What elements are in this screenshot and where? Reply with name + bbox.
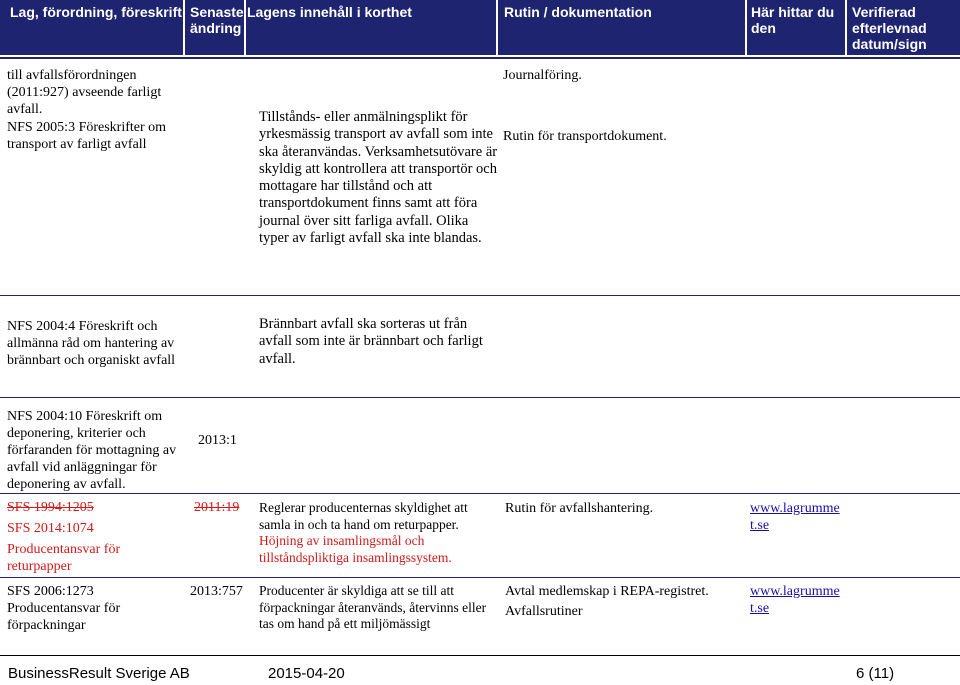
row5-content: Producenter är skyldiga att se till att förpackningar återanvänds, återvinns eller tas om hand på ett miljömässigt — [259, 583, 487, 631]
footer-rule — [0, 655, 960, 656]
header-underline — [0, 57, 960, 59]
header-divider — [244, 0, 246, 55]
row4-routine: Rutin för avfallshantering. — [505, 501, 654, 516]
row1-routine-journal: Journalföring. — [503, 68, 582, 83]
header-where: Här hittar du den — [751, 4, 835, 36]
row1-law: till avfallsförordningen (2011:927) avseende farligt avfall. — [7, 68, 162, 117]
row-divider — [0, 295, 960, 296]
row-divider — [0, 397, 960, 398]
header-divider — [183, 0, 185, 55]
footer-date: 2015-04-20 — [268, 665, 345, 682]
row5-routine-repa: Avtal medlemskap i REPA-registret. — [505, 584, 709, 599]
row3-change: 2013:1 — [198, 433, 237, 448]
header-law: Lag, förordning, föreskrift — [10, 4, 182, 20]
row4-law-new: SFS 2014:1074 — [7, 521, 94, 536]
row5-law: SFS 2006:1273 Producentansvar för förpackningar — [7, 584, 121, 633]
row4-law-struck: SFS 1994:1205 — [7, 500, 94, 515]
header-verified: Verifierad efterlevnad datum/sign — [852, 4, 927, 52]
row2-law: NFS 2004:4 Föreskrift och allmänna råd om hantering av brännbart och organiskt avfall — [7, 319, 176, 368]
row3-law: NFS 2004:10 Föreskrift om deponering, kriterier och förfaranden för mottagning av avfall vid anläggningar för deponering av avfall. — [7, 409, 177, 492]
footer-page-number: 6 (11) — [856, 665, 895, 682]
row5-where-link[interactable]: www.lagrummet.se — [750, 584, 840, 616]
row1-routine-transport: Rutin för transportdokument. — [503, 129, 667, 144]
header-latest-change: Senaste ändring — [190, 4, 244, 36]
header-divider — [745, 0, 747, 55]
row4-law-title: Producentansvar för returpapper — [7, 542, 121, 574]
footer-company: BusinessResult Sverige AB — [8, 665, 190, 682]
row1-law2: NFS 2005:3 Föreskrifter om transport av farligt avfall — [7, 120, 167, 152]
row4-change: 2011:19 — [194, 500, 240, 515]
header-routine: Rutin / dokumentation — [504, 4, 652, 20]
header-divider — [845, 0, 847, 55]
row4-where-link[interactable]: www.lagrummet.se — [750, 501, 840, 533]
row4-content: Reglerar producenternas skyldighet att samla in och ta hand om returpapper. — [259, 500, 468, 532]
header-divider — [496, 0, 498, 55]
header-content: Lagens innehåll i korthet — [247, 4, 412, 20]
row5-change: 2013:757 — [190, 584, 243, 599]
row4-content-red: Höjning av insamlingsmål och tillståndspliktiga insamlingssystem. — [259, 533, 452, 565]
row1-content: Tillstånds- eller anmälningsplikt för yrkesmässig transport av avfall som inte ska återanvändas. Verksamhetsutövare är skyldig att kontrollera att transportör och mottagare har tillstånd och att transportdokument finns samt att föra journal över sitt farliga avfall. Olika typer av farligt avfall ska inte blandas. — [259, 109, 498, 247]
table-header — [0, 0, 960, 55]
row-divider — [0, 577, 960, 578]
row5-routine-avfall: Avfallsrutiner — [505, 604, 583, 619]
row-divider — [0, 493, 960, 494]
row2-content: Brännbart avfall ska sorteras ut från avfall som inte är brännbart och farligt avfall. — [259, 316, 483, 367]
